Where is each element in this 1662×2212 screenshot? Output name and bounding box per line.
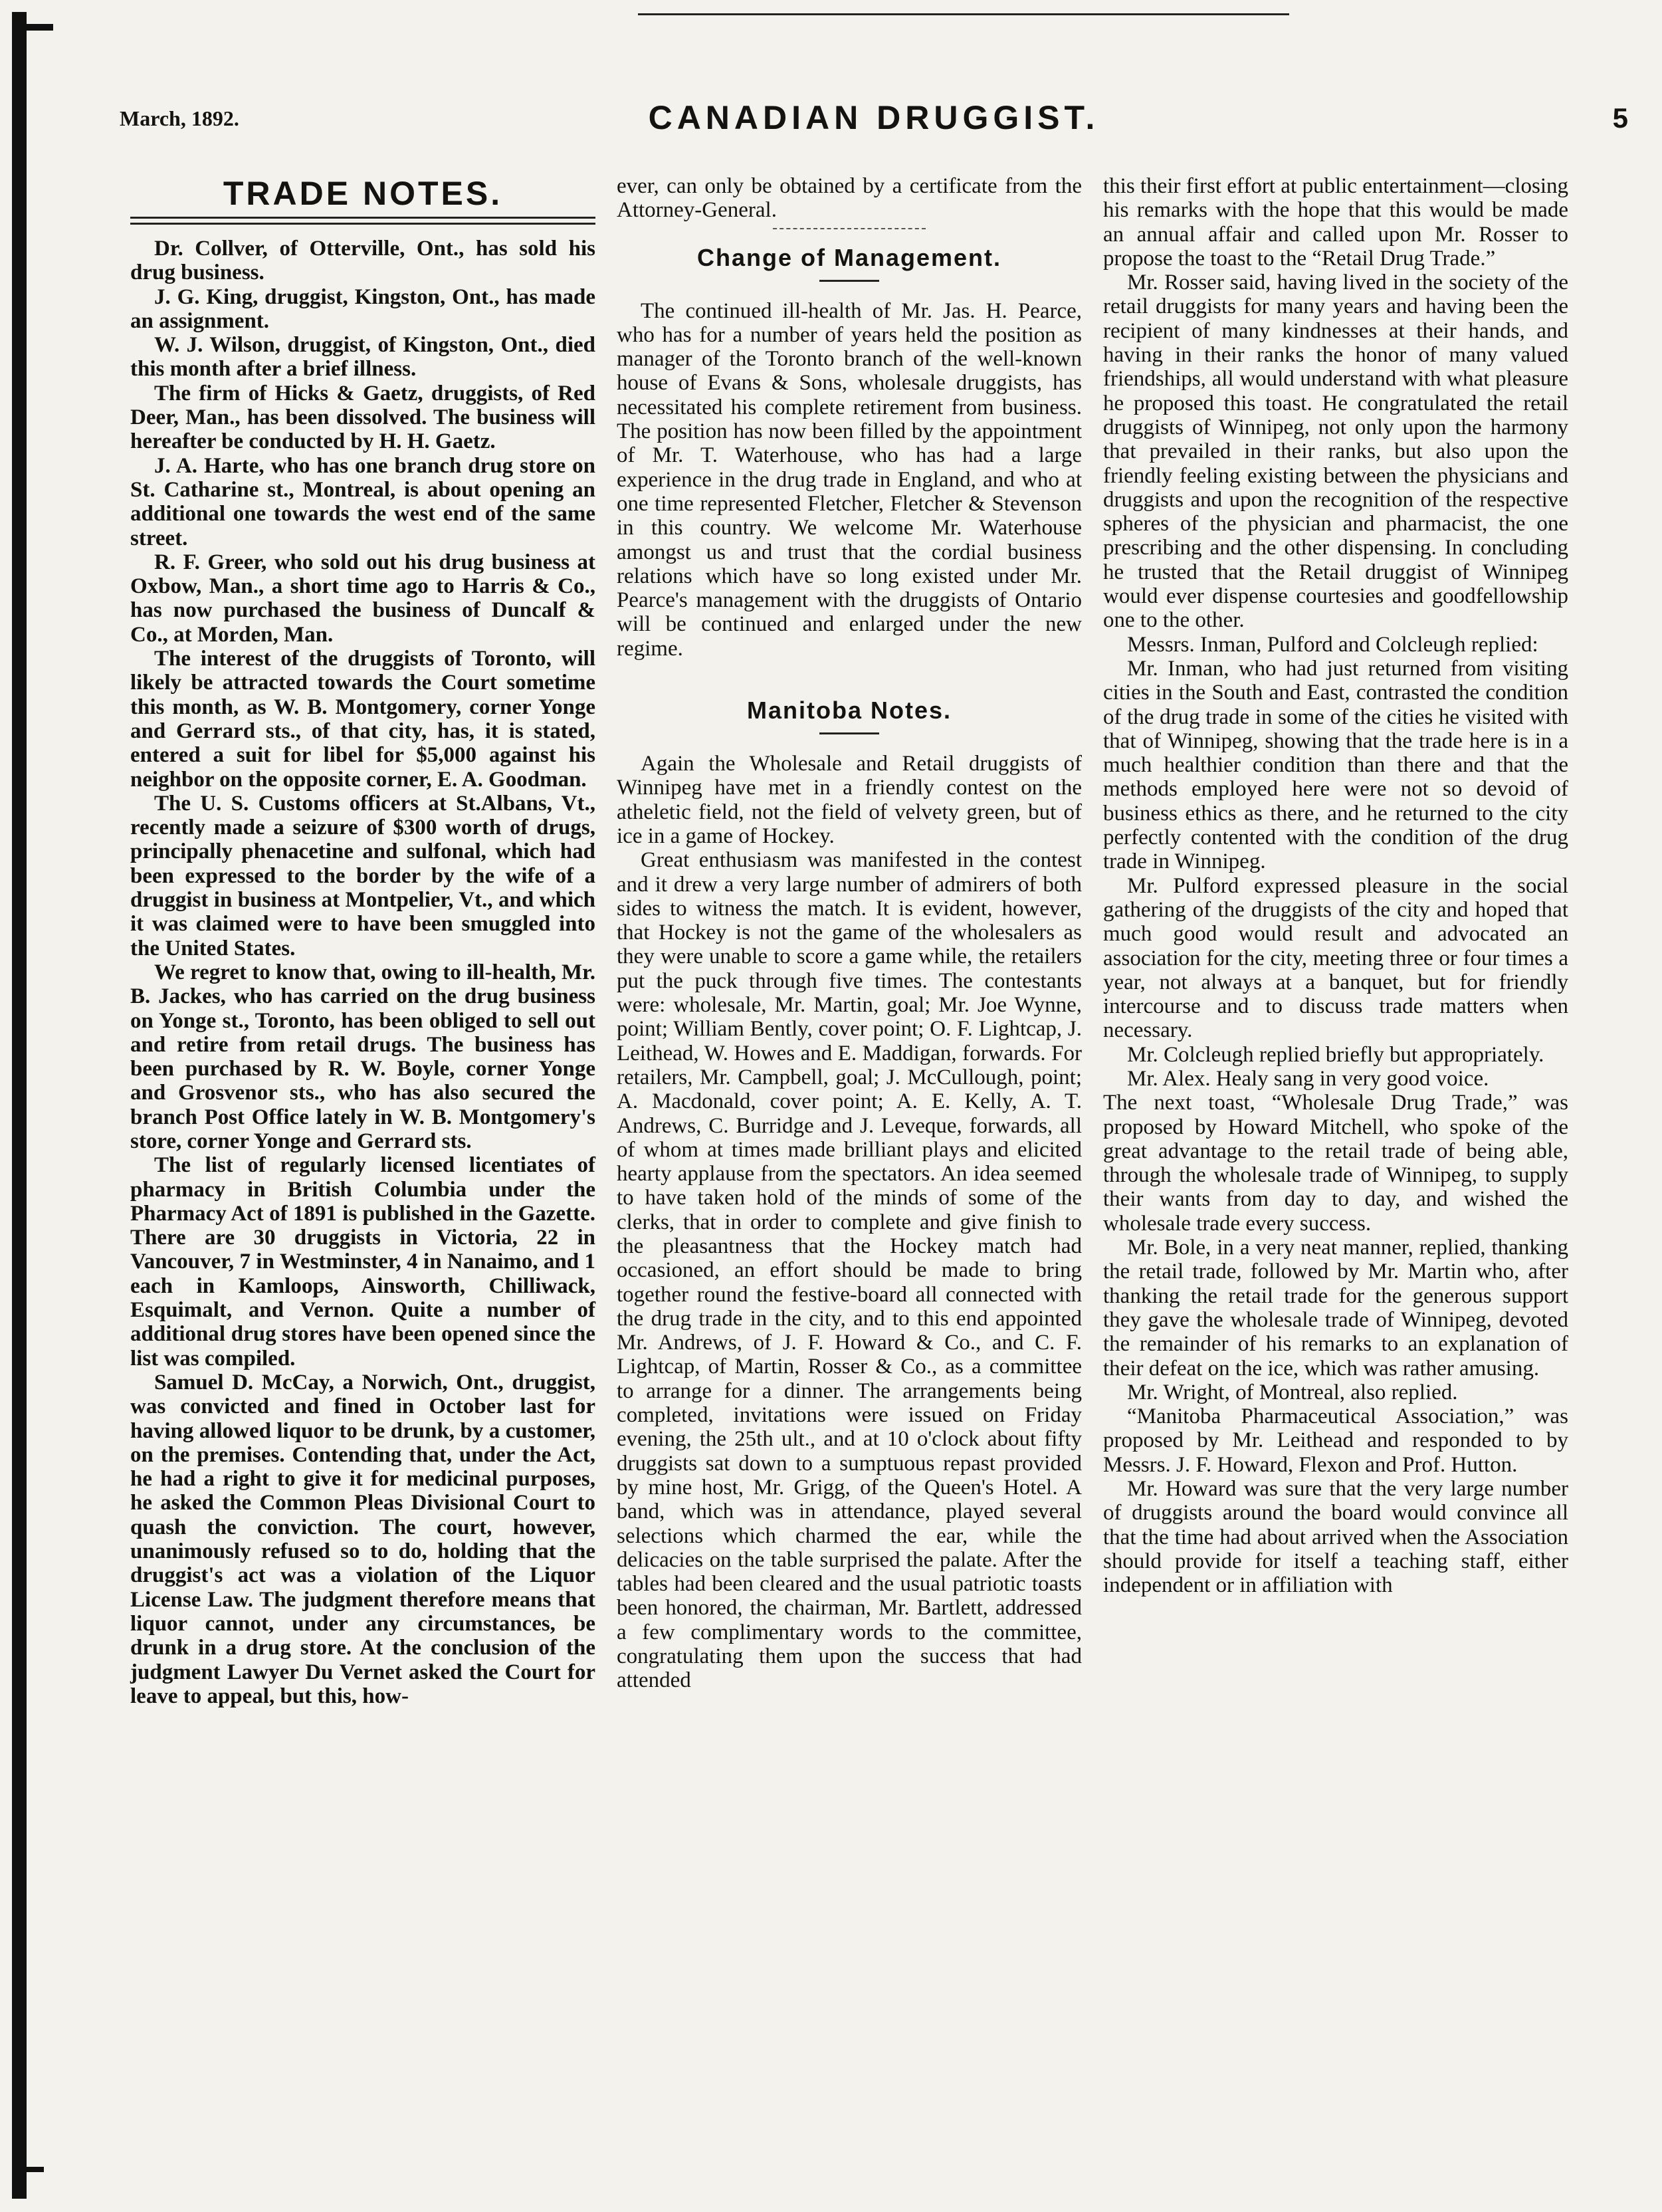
publication-title: CANADIAN DRUGGIST.	[648, 99, 1100, 136]
manitoba-paragraph: Again the Wholesale and Retail druggists of Winnipeg have met in a friendly contest on the atheletic field, not the field of velvety green, but of ice in a game of Hockey.	[617, 752, 1082, 848]
left-binding-rule	[12, 12, 27, 2199]
manitoba-paragraph: Mr. Pulford expressed pleasure in the social gathering of the druggists of the city and hoped that much good would result and advocated an association for the city, meeting three or four times a year, not always at a banquet, but for friendly intercourse and to discuss trade matters when necessary.	[1103, 873, 1568, 1043]
page-header	[120, 98, 1628, 138]
heading-double-rule	[130, 217, 595, 225]
issue-date: March, 1892.	[120, 106, 239, 130]
trade-note: Samuel D. McCay, a Norwich, Ont., druggist, was convicted and fined in October last for having allowed liquor to be drunk, by a customer, on the premises. Contending that, under the Act, he had a right to give it for medicinal purposes, he asked the Common Pleas Divisional Court to quash the conviction. The court, however, unanimously refused so to do, holding that the druggist's act was a violation of the Liquor License Law. The judgment therefore means that liquor cannot, under any circumstances, be drunk in a drug store. At the conclusion of the judgment Lawyer Du Vernet asked the Court for leave to appeal, but this, how-	[130, 1370, 595, 1708]
column-management-manitoba	[617, 174, 1082, 1693]
manitoba-paragraph: Mr. Howard was sure that the very large number of druggists around the board would convince all that the time had about arrived when the Association should provide for itself a teaching staff, either independent or in affiliation with	[1103, 1477, 1568, 1598]
trade-note: The list of regularly licensed licentiates of pharmacy in British Columbia under the Pharmacy Act of 1891 is published in the Gazette. There are 30 druggists in Victoria, 22 in Vancouver, 7 in Westminster, 4 in Nanaimo, and 1 each in Kamloops, Ainsworth, Chilliwack, Esquimalt, and Vernon. Quite a number of additional drug stores have been opened since the list was compiled.	[130, 1153, 595, 1371]
trade-note: J. G. King, druggist, Kingston, Ont., has made an assignment.	[130, 284, 595, 333]
column-manitoba-continued	[1103, 174, 1568, 1598]
heading-rule	[819, 732, 879, 734]
manitoba-paragraph: Mr. Wright, of Montreal, also replied.	[1127, 1380, 1458, 1404]
trade-note: R. F. Greer, who sold out his drug business at Oxbow, Man., a short time ago to Harris & Co., has now purchased the business of Duncalf & Co., at Morden, Man.	[130, 550, 595, 647]
manitoba-paragraph: Mr. Inman, who had just returned from visiting cities in the South and East, contrasted the condition of the drug trade in some of the cities he visited with that of Winnipeg, showing that the trade here is in a much healthier condition than there and that the methods employed here were not so devoid of business ethics as there, and he returned to the city perfectly contented with the condition of the drug trade in Winnipeg.	[1103, 656, 1568, 874]
change-of-management-heading: Change of Management.	[696, 243, 1002, 271]
trade-note: The firm of Hicks & Gaetz, druggists, of Red Deer, Man., has been dissolved. The business will hereafter be conducted by H. H. Gaetz.	[130, 381, 595, 454]
left-binding-notch	[12, 24, 53, 31]
manitoba-paragraph: Messrs. Inman, Pulford and Colcleugh replied:	[1127, 632, 1538, 657]
left-binding-notch-bottom	[12, 2167, 44, 2172]
trade-note: W. J. Wilson, druggist, of Kingston, Ont., died this month after a brief illness.	[130, 333, 595, 382]
trade-note: The interest of the druggists of Toronto, will likely be attracted towards the Court sometime this month, as W. B. Montgomery, corner Yonge and Gerrard sts., of that city, has, it is stated, entered a suit for libel for $5,000 against his neighbor on the opposite corner, E. A. Goodman.	[130, 647, 595, 792]
management-paragraph: The continued ill-health of Mr. Jas. H. Pearce, who has for a number of years held the position as manager of the Toronto branch of the well-known house of Evans & Sons, wholesale druggists, has necessitated his complete retirement from business. The position has now been filled by the appointment of Mr. T. Waterhouse, who has had a large experience in the drug trade in England, and who at one time represented Fletcher, Fletcher & Stevenson in this country. We welcome Mr. Waterhouse amongst us and trust that the cordial business relations which have so long existed under Mr. Pearce's management with the druggists of Ontario will be continued and enlarged under the new regime.	[617, 298, 1082, 661]
manitoba-paragraph: “Manitoba Pharmaceutical Association,” was proposed by Mr. Leithead and responded to by Messrs. J. F. Howard, Flexon and Prof. Hutton.	[1103, 1404, 1568, 1477]
manitoba-paragraph: Mr. Rosser said, having lived in the society of the retail druggists for many years and having been the recipient of many kindnesses at their hands, and having in their ranks the honor of many valued friendships, all would understand with what pleasure he proposed this toast. He congratulated the retail druggists of Winnipeg, not only upon the harmony that prevailed in their ranks, but also upon the friendly feeling existing between the physicians and druggists and upon the recognition of the respective spheres of the physician and pharmacist, the one prescribing and the other dispensing. In concluding he trusted that the Retail druggist of Winnipeg would ever dispense courtesies and goodfellowship one to the other.	[1103, 271, 1568, 633]
column-trade-notes	[130, 174, 595, 1708]
heading-rule	[819, 280, 879, 282]
trade-note: We regret to know that, owing to ill-health, Mr. B. Jackes, who has carried on the drug business on Yonge st., Toronto, has been obliged to sell out and retire from retail drugs. The business has been purchased by R. W. Boyle, corner Yonge and Grosvenor sts., who has also secured the branch Post Office lately in W. B. Montgomery's store, corner Yonge and Gerrard sts.	[130, 960, 595, 1153]
trade-notes-heading: TRADE NOTES.	[223, 175, 503, 212]
top-border-line	[638, 13, 1289, 15]
trade-note: Dr. Collver, of Otterville, Ont., has sold his drug business.	[130, 237, 595, 285]
manitoba-paragraph: Mr. Alex. Healy sang in very good voice.	[1127, 1066, 1489, 1091]
manitoba-paragraph: Great enthusiasm was manifested in the contest and it drew a very large number of admirers of both sides to witness the match. It is evident, however, that Hockey is not the game of the wholesalers as they were unable to score a game while, the retailers put the puck through five times. The contestants were: wholesale, Mr. Martin, goal; Mr. Joe Wynne, point; William Bently, cover point; O. F. Lightcap, J. Leithead, W. Howes and E. Maddigan, forwards. For retailers, Mr. Campbell, goal; J. McCullough, point; A. Macdonald, cover point; A. E. Kelly, A. T. Andrews, C. Burridge and J. Leveque, forwards, all of whom at times made brilliant plays and elicited hearty applause from the spectators. An idea seemed to have taken hold of the minds of some of the clerks, that in order to complete and give finish to the pleasantness that the Hockey match had occasioned, an effort should be made to bring together round the festive-board all connected with the drug trade in the city, and to this end appointed Mr. Andrews, of J. F. Howard & Co., and C. F. Lightcap, of Martin, Rosser & Co., as a committee to arrange for a dinner. The arrangements being completed, invitations were issued on Friday evening, the 25th ult., and at 10 o'clock about fifty druggists sat down to a sumptuous repast provided by mine host, Mr. Grigg, of the Queen's Hotel. A band, which was in attendance, played several selections which charmed the ear, while the delicacies on the table surprised the palate. After the tables had been cleared and the usual patriotic toasts been honored, the chairman, Mr. Bartlett, addressed a few complimentary words to the committee, congratulating them upon the success that had attended	[617, 848, 1082, 1693]
manitoba-paragraph: Mr. Bole, in a very neat manner, replied, thanking the retail trade, followed by Mr. Martin who, after thanking the retail trade for the generous support they gave the wholesale trade of Winnipeg, devoted the remainder of his remarks to an explanation of their defeat on the ice, which was rather amusing.	[1103, 1236, 1568, 1381]
manitoba-paragraph: Mr. Colcleugh replied briefly but appropriately.	[1127, 1042, 1544, 1067]
manitoba-paragraph: The next toast, “Wholesale Drug Trade,” was proposed by Howard Mitchell, who spoke of the great advantage to the retail trade of being able, through the wholesale trade of Winnipeg, to supply their wants from day to day, and wished the wholesale trade every success.	[1103, 1091, 1568, 1236]
page-number: 5	[1612, 102, 1628, 134]
trade-note: J. A. Harte, who has one branch drug store on St. Catharine st., Montreal, is about opening an additional one towards the west end of the same street.	[130, 453, 595, 550]
trade-note: The U. S. Customs officers at St.Albans, Vt., recently made a seizure of $300 worth of drugs, principally phenacetine and sulfonal, which had been expressed to the border by the wife of a druggist in business at Montpelier, Vt., and which it was claimed were to have been smuggled into the United States.	[130, 791, 595, 960]
manitoba-notes-heading: Manitoba Notes.	[746, 697, 952, 724]
continued-paragraph: ever, can only be obtained by a certificate from the Attorney-General.	[617, 174, 1082, 223]
section-divider	[773, 228, 926, 229]
manitoba-paragraph: this their first effort at public entertainment—closing his remarks with the hope that this would be made an annual affair and called upon Mr. Rosser to propose the toast to the “Retail Drug Trade.”	[1103, 174, 1568, 271]
